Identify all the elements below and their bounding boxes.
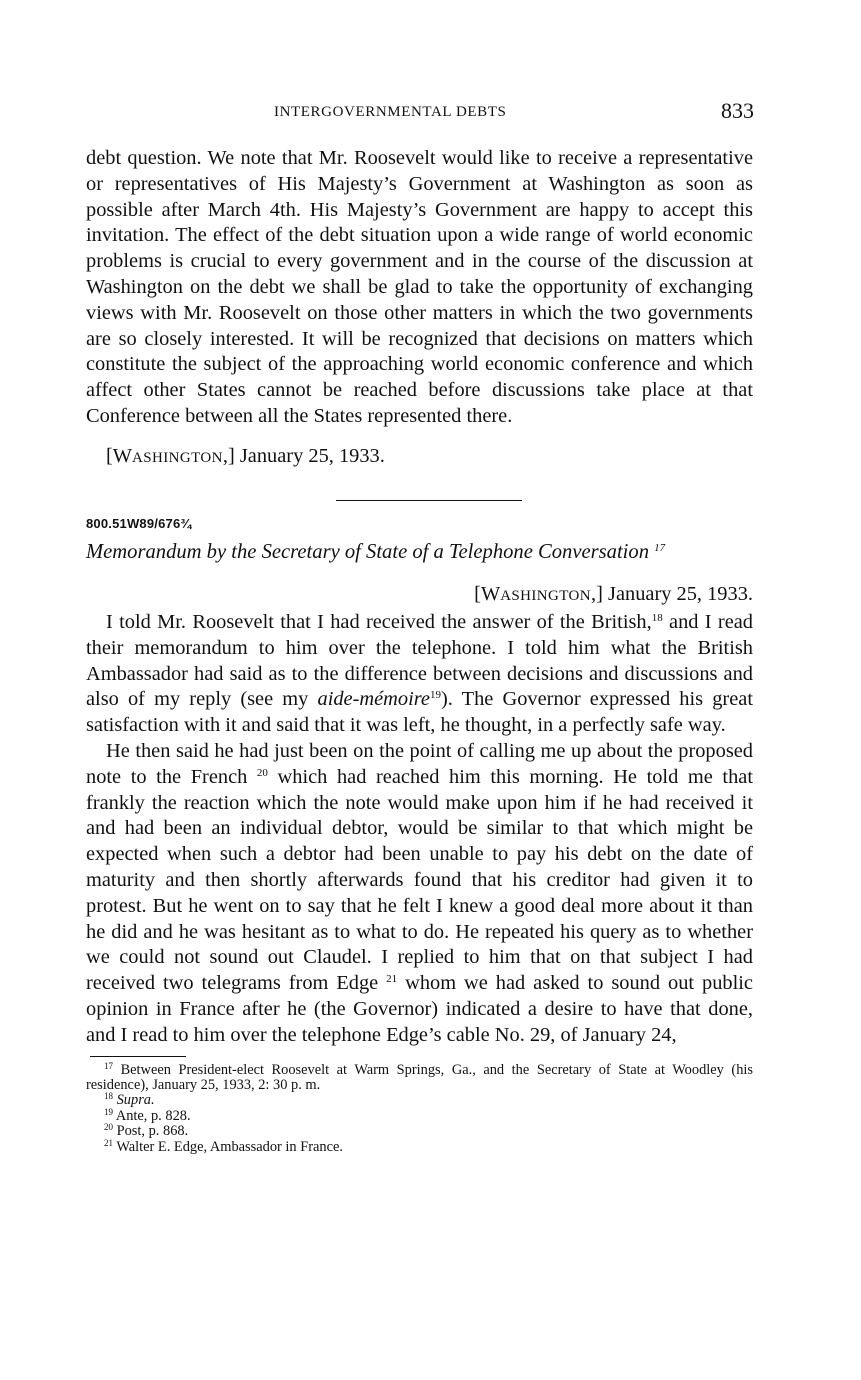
footnote-marker: 18 <box>104 1091 113 1102</box>
footnote-21 <box>86 1137 753 1155</box>
dateline-place-initial: W <box>112 444 133 467</box>
memo-p1-text-b: and I read their memorandum to him over the telephone. I told him what the British Ambassador had said as to the difference between decisions and discussions and also of my reply (see my <box>86 610 753 711</box>
memorandum-title-text: Memorandum by the Secretary of State of a Telephone Conversation <box>86 541 649 564</box>
footnote-text: Post, p. 868. <box>116 1123 189 1140</box>
footnote-text: Walter E. Edge, Ambassador in France. <box>116 1138 343 1155</box>
dateline-bracket: [ <box>106 444 113 467</box>
running-title: INTERGOVERNMENTAL DEBTS <box>274 104 507 120</box>
memorandum-title <box>86 540 753 566</box>
memo-p1-text-c: ). The Governor expressed his great satisfaction with it and said that it was left, he thought, in a perfectly safe way. <box>86 688 753 737</box>
file-number: 800.51W89/676¾ <box>86 515 192 531</box>
dateline-place: ASHINGTON <box>500 588 592 605</box>
footnote-19 <box>86 1106 753 1124</box>
footnote-ref-18[interactable]: 18 <box>651 611 663 624</box>
footnote-18 <box>86 1093 753 1108</box>
footnote-marker: 19 <box>104 1106 113 1117</box>
running-head <box>86 98 758 128</box>
dateline-date: ,] January 25, 1933. <box>591 583 753 606</box>
memo-p2-text-c: whom we had asked to sound out public opinion in France after he (the Governor) indicated a desire to have that done, and I read to him over the telephone Edge’s cable No. 29, of January 24, <box>86 972 753 1046</box>
footnote-ref-17[interactable]: 17 <box>654 542 666 555</box>
dateline-washington-2 <box>86 582 753 610</box>
aide-memoire-term: aide-mémoire <box>317 688 430 711</box>
dateline-place-initial: W <box>480 583 501 606</box>
continued-paragraph: debt question. We note that Mr. Roosevelt would like to receive a representative or representatives of His Majesty’s Government at Washington as soon as possible after March 4th. His Majesty’s Government are happy to accept this invitation. The effect of the debt situation upon a wide range of world economic problems is crucial to every government and in the course of the discussion at Washington on the debt we shall be glad to take the opportunity of exchanging views with Mr. Roosevelt on those other matters in which the two governments are so closely interested. It will be recognized that decisions on matters which constitute the subject of the approaching world economic conference and which affect other States cannot be reached before discussions take place at that Conference between all the States represented there. <box>86 147 753 427</box>
page-number: 833 <box>721 98 754 123</box>
footnote-20 <box>86 1124 753 1139</box>
memo-paragraph-1 <box>86 610 753 739</box>
footnote-ref-19[interactable]: 19 <box>430 689 441 702</box>
dateline-place: ASHINGTON <box>132 449 223 466</box>
memo-p2-text-b: which had reached him this morning. He told me that frankly the reaction which the note would make upon him if he had received it and had been an individual debtor, would be similar to that which might be expected when such a debtor had been unable to pay his debt on the date of maturity and then shortly afterwards found that his creditor had given it to protest. But he went on to say that he felt I knew a good deal more about it than he did and he was hesitant as to what to do. He repeated his query as to whether we could not sound out Claudel. I replied to him that on that subject I had received two telegrams from Edge <box>86 765 753 995</box>
footnote-marker: 20 <box>104 1122 113 1133</box>
memo-p1-text-a: I told Mr. Roosevelt that I had received the answer of the British, <box>106 610 652 633</box>
footnote-text: Ante, p. 828. <box>115 1107 191 1124</box>
page-body <box>86 146 753 1155</box>
footnote-marker: 17 <box>104 1060 113 1071</box>
footnote-ref-21[interactable]: 21 <box>386 973 398 986</box>
memo-p2-text-a: He then said he had just been on the point of calling me up about the proposed note to the French <box>86 739 753 788</box>
footnote-17 <box>86 1060 753 1094</box>
section-divider <box>336 500 522 501</box>
dateline-date: ,] January 25, 1933. <box>222 444 385 467</box>
footnote-marker: 21 <box>104 1137 113 1148</box>
footnote-text: Supra. <box>116 1092 155 1109</box>
dateline-bracket: [ <box>474 583 481 606</box>
footnote-text: Between President-elect Roosevelt at Warm Springs, Ga., and the Secretary of State at Woodley (his residence), January 25, 1933, 2: 30 p. m. <box>86 1061 753 1093</box>
dateline-washington-1 <box>86 444 753 472</box>
memo-paragraph-2 <box>86 739 753 1049</box>
footnote-rule <box>90 1056 186 1057</box>
footnotes <box>86 1060 753 1155</box>
footnote-ref-20[interactable]: 20 <box>256 766 268 779</box>
